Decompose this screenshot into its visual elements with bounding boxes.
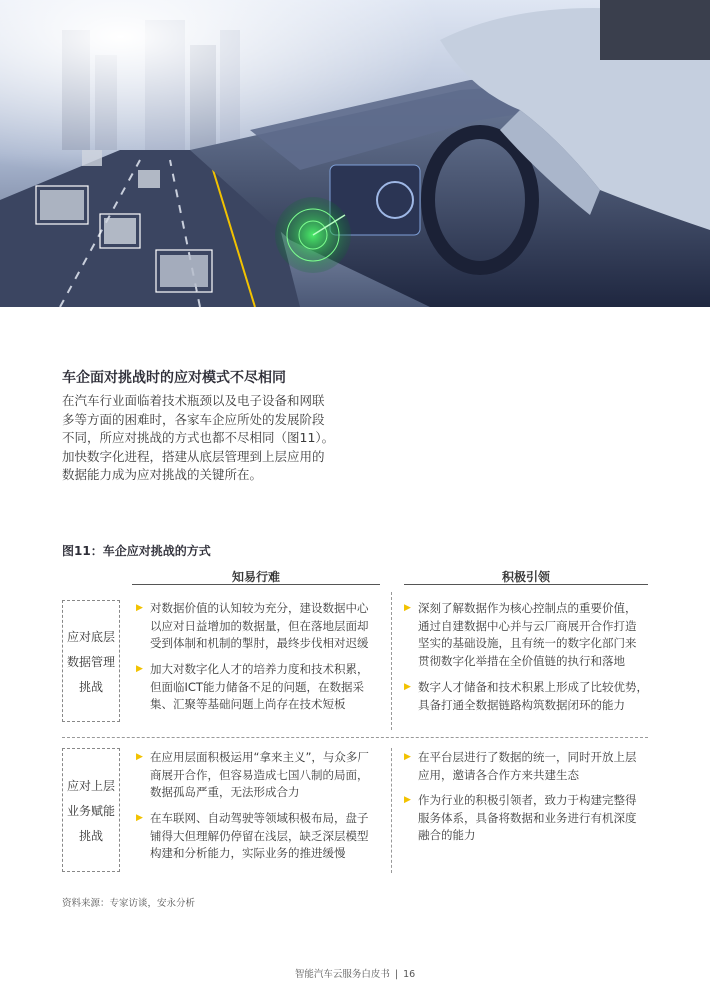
row-label-line: 应对底层 [66,630,115,644]
triangle-bullet-icon: ▶ [404,603,411,613]
bullet-line: 在应用层面积极运用“拿来主义”，与众多厂 [150,750,369,764]
intro-line: 不同，所应对挑战的方式也都不尽相同（图11）。 [62,430,335,446]
bullet-line: 以应对日益增加的数据量，但在落地层面却 [150,618,369,633]
bullet-item [136,749,382,802]
triangle-bullet-icon: ▶ [404,795,411,805]
bullet-line: 构建和分析能力，实际业务的推进缓慢 [150,846,346,860]
car-cockpit-illustration [0,0,710,307]
triangle-bullet-icon: ▶ [136,603,143,613]
intro-paragraph [62,392,362,485]
bullet-line: 对数据价值的认知较为充分，建设数据中心 [150,601,369,615]
triangle-bullet-icon: ▶ [404,752,411,762]
bullet-line: 通过自建数据中心并与云厂商展开合作打造 [418,618,637,633]
column-header-rule [132,584,380,585]
bullet-line: 融合的能力 [418,828,476,842]
bullet-line: 受到体制和机制的掣肘，最终步伐相对迟缓 [150,636,369,650]
bullet-line: 服务体系，具备将数据和业务进行有机深度 [418,810,637,825]
intro-line: 在汽车行业面临着技术瓶颈以及电子设备和网联 [62,393,325,408]
bullet-line: 应用，邀请各合作方来共建生态 [418,767,579,782]
row-label-line: 应对上层 [66,779,115,793]
bullet-item [136,600,382,653]
row-label [62,625,120,700]
bullet-line: 在平台层进行了数据的统一，同时开放上层 [418,750,637,764]
triangle-bullet-icon: ▶ [136,752,143,762]
bullet-line: 作为行业的积极引领者，致力于构建完整得 [418,793,637,807]
column-divider [391,748,392,873]
intro-line: 数据能力成为应对挑战的关键所在。 [62,467,263,483]
row-label-line: 数据管理 [66,655,115,669]
bullet-item [136,661,382,714]
page-number: 16 [403,969,416,980]
column-divider [391,592,392,730]
bullet-line: 但面临ICT能力储备不足的问题，在数据采 [150,679,364,694]
hero-image [0,0,710,307]
bullet-line: 铺得大但理解仍停留在浅层，缺乏深层模型 [150,828,369,843]
bullet-item [404,792,650,845]
row-label [62,774,120,849]
bullet-line: 加大对数字化人才的培养力度和技术积累， [150,662,369,676]
figure-source: 资料来源：专家访谈，安永分析 [62,898,196,909]
intro-line: 多等方面的困难时，各家车企应所处的发展阶段 [62,411,325,427]
row-label-line: 业务赋能 [66,804,115,818]
footer-doc-title: 智能汽车云服务白皮书 [294,969,390,980]
row-label-line: 挑战 [78,680,103,694]
row-label-line: 挑战 [78,829,103,843]
footer-separator: | [394,969,399,980]
triangle-bullet-icon: ▶ [136,664,143,674]
bullet-line: 贯彻数字化举措在全价值链的执行和落地 [418,653,625,668]
bullet-line: 深刻了解数据作为核心控制点的重要价值， [418,601,637,615]
bullet-line: 商展开合作，但容易造成七国八制的局面， [150,767,369,782]
bullet-line: 具备打通全数据链路构筑数据闭环的能力 [418,697,625,712]
bullet-line: 坚实的基础设施，且有统一的数字化部门来 [418,636,637,650]
bullet-item [136,810,382,863]
column-header-left: 知易行难 [231,570,280,584]
section-title: 车企面对挑战时的应对模式不尽相同 [62,370,286,386]
bullet-line: 在车联网、自动驾驶等领域积极布局，盘子 [150,811,369,825]
page-footer [0,966,710,980]
bullet-line: 数字人才储备和技术积累上形成了比较优势， [418,680,648,694]
row-divider [62,737,648,738]
bullet-line: 集、汇聚等基础问题上尚存在技术短板 [150,697,346,711]
bullet-item [404,600,650,670]
bullet-item [404,679,650,714]
triangle-bullet-icon: ▶ [136,813,143,823]
bullet-line: 数据孤岛严重，无法形成合力 [150,785,300,799]
triangle-bullet-icon: ▶ [404,682,411,692]
bullet-item [404,749,650,784]
intro-line: 加快数字化进程，搭建从底层管理到上层应用的 [62,448,325,464]
column-header-rule [404,584,648,585]
column-header-right: 积极引领 [501,570,550,584]
figure-title: 图11：车企应对挑战的方式 [62,544,211,558]
